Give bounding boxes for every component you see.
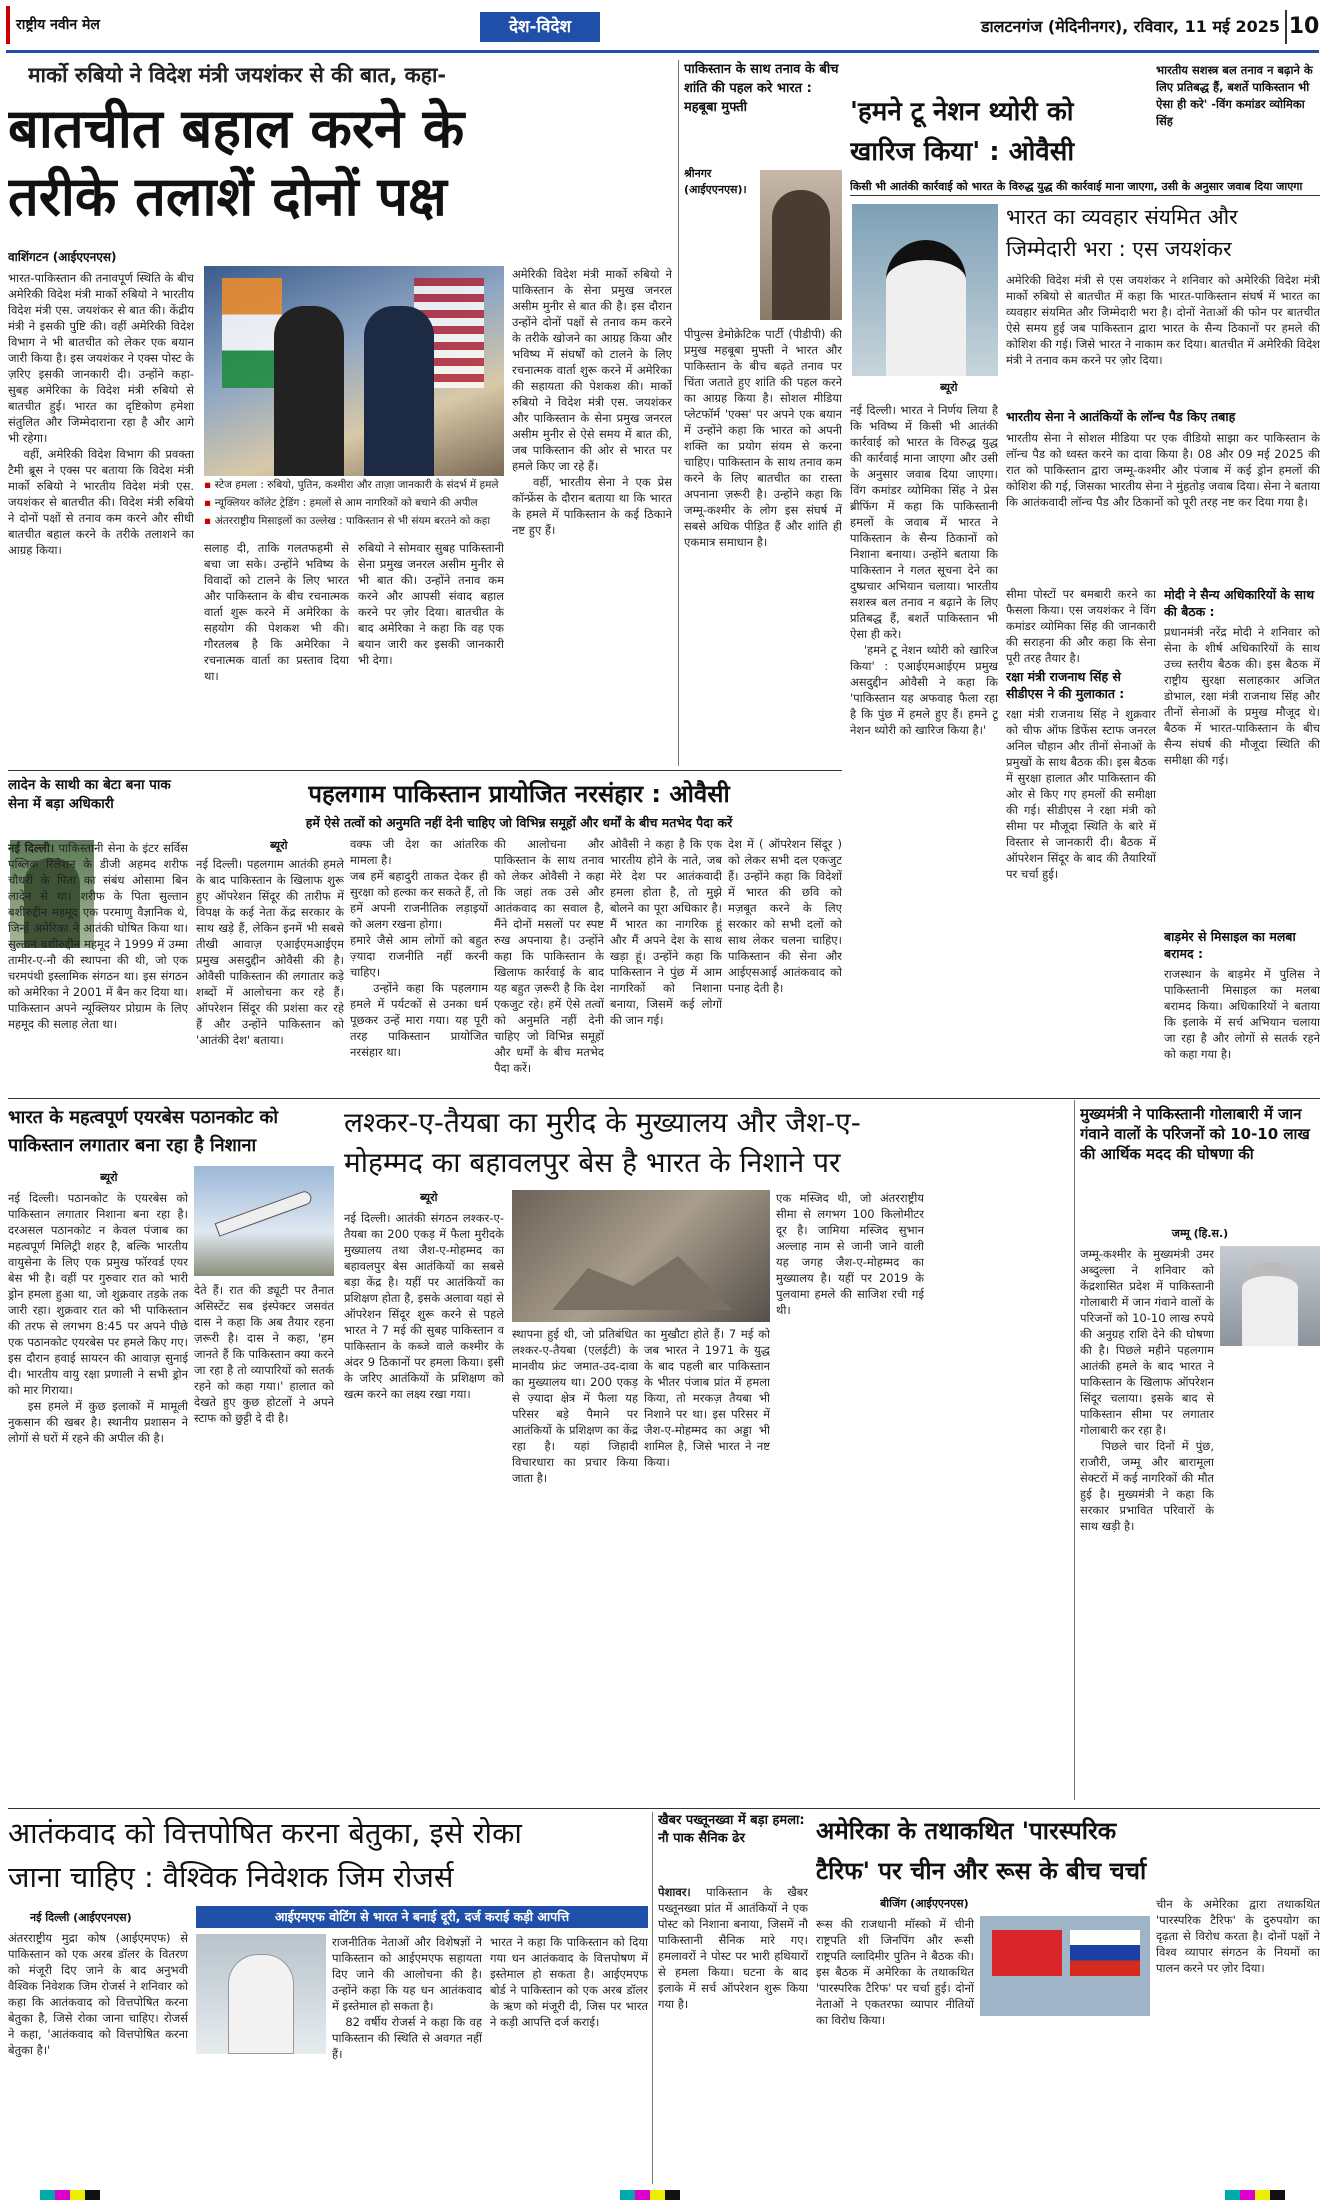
pahalgam-headline: पहलगाम पाकिस्तान प्रायोजित नरसंहार : ओवैसी: [308, 780, 730, 808]
jaishankar-headline-1: भारत का व्यवहार संयमित और: [1006, 205, 1238, 229]
omar-headline: मुख्यमंत्री ने पाकिस्तानी गोलाबारी में जान गंवाने वालों के परिजनों को 10-10 लाख की आर्थिक मदद की घोषणा की: [1080, 1105, 1310, 1163]
rogers-headline-1: आतंकवाद को वित्तपोषित करना बेतुका, इसे रोका: [8, 1816, 522, 1850]
registration-bar: [1225, 2190, 1285, 2200]
section-rule: [8, 1098, 1320, 1099]
khyber-text: पेशावर। पाकिस्तान के खैबर पख्तूनख्वा प्रांत में आतंकियों ने एक पोस्ट को निशाना बनाया, जिसमें नौ पाकिस्तानी सैनिक मारे गए। हमलावरों ने पोस्ट पर भारी हथियारों से हमला किया। घटना के बाद इलाके में सर्च ऑपरेशन शुरू किया गया है।: [658, 1885, 808, 2011]
omar-dateline: जम्मू (हि.स.): [1171, 1227, 1229, 1240]
pahalgam-credit: ब्यूरो: [270, 839, 288, 852]
lashkar-col2: देते हैं। रात की ड्यूटी पर तैनात असिस्टेंट सब इंस्पेक्टर जसवंत दास ने कहा कि अब तैयार रहना ज़रूरी है। दास ने कहा, 'हम जानते हैं कि पाकिस्तान क्या करने जा रहा है तो व्यापारियों को सतर्क रहने को कहा गया।' हालात को देखते हुए कुछ होटलों ने अपने स्टाफ को छुट्टी दे दी है।: [194, 1283, 334, 1425]
tariff-headline-2: टैरिफ' पर चीन और रूस के बीच चर्चा: [816, 1857, 1147, 1885]
jaishankar-text: अमेरिकी विदेश मंत्री से एस जयशंकर ने शनिवार को अमेरिकी विदेश मंत्री मार्को रुबियो से बातचीत में कहा कि भारत-पाकिस्तान संघर्ष में भारत का व्यवहार संयमित और जिम्मेदारी भरा है। दोनों नेताओं की फोन पर बातचीत ऐसे समय हुई जब पाकिस्तान द्वारा भारत के सैन्य ठिकानों पर हमले की कोशिश की गई। जिसे भारत ने नाकाम कर दिया। बातचीत में अमेरिकी विदेश मंत्री ने तनाव कम करने पर ज़ोर दिया।: [1006, 273, 1320, 367]
rogers-col2: राजनीतिक नेताओं और विशेषज्ञों ने पाकिस्तान को आईएमएफ सहायता दिए जाने की आलोचना की है। उन्होंने कहा कि यह धन आतंकवाद में इस्तेमाल हो सकता है। 82 वर्षीय रोजर्स ने कहा कि वह पाकिस्तान की स्थिति से अवगत नहीं हैं।: [332, 1935, 482, 2061]
khyber-kicker: खैबर पख्तूनख्वा में बड़ा हमला: नौ पाक सैनिक ढेर: [658, 1813, 805, 1846]
photo-mehbooba: [760, 170, 842, 320]
section-rule: [8, 1808, 1320, 1809]
flag-india-icon: [222, 278, 282, 388]
jaishankar-headline-2: जिम्मेदारी भरा : एस जयशंकर: [1006, 237, 1232, 261]
rogers-headline-2: जाना चाहिए : वैश्विक निवेशक जिम रोजर्स: [8, 1860, 454, 1894]
pahalgam-col5: देश में ( ऑपरेशन सिंदूर ) को लेकर सभी दल एकजुट हैं। उन्होंने कहा कि विदेशों में भारत की छवि को मज़बूत करने के लिए सरकार को सभी दलों को साथ लेकर चलना चाहिए। पाकिस्तान की सेना और आईएसआई आतंकवाद को पनाह देती है।: [728, 837, 842, 995]
rogers-sub: आईएमएफ वोटिंग से भारत ने बनाई दूरी, दर्ज कराई कड़ी आपत्ति: [274, 1909, 570, 1924]
registration-bar: [40, 2190, 100, 2200]
lashkar-col5: एक मस्जिद थी, जो अंतरराष्ट्रीय सीमा से लगभग 100 किलोमीटर दूर है। जामिया मस्जिद सुभान अल्लाह नाम से जानी जाने वाली यह जगह जैश-ए-मोहम्मद का मुख्यालय है। यहीं पर 2019 के पुलवामा हमले की साजिश रची गई थी।: [776, 1191, 924, 1317]
modi-sub: मोदी ने सैन्य अधिकारियों के साथ की बैठक :: [1164, 587, 1315, 619]
divider: [652, 1812, 653, 2184]
caption-2: ▪ न्यूक्लियर कॉलेट ट्रेडिंग : हमलों से आम नागरिकों को बचाने की अपील: [204, 497, 478, 509]
lashkar-credit: ब्यूरो: [420, 1191, 438, 1204]
owaisi-headline-1: 'हमने टू नेशन थ्योरी को: [850, 97, 1074, 127]
lashkar-headline-2: मोहम्मद का बहावलपुर बेस है भारत के निशाने पर: [344, 1146, 841, 1179]
photo-rubble: [512, 1190, 770, 1322]
missile-icon: [215, 1189, 314, 1236]
pathankot-credit: ब्यूरो: [100, 1171, 118, 1184]
pahalgam-strap: हमें ऐसे तत्वों को अनुमति नहीं देनी चाहिए जो विभिन्न समूहों और धर्मों के बीच मतभेद पैदा करें: [305, 815, 733, 830]
pathankot-text: नई दिल्ली। पठानकोट के एयरबेस को पाकिस्तान लगातार निशाना बना रहा है। दरअसल पठानकोट न केवल पंजाब का महत्वपूर्ण मिलिट्री शहर है, बल्कि भारतीय वायुसेना के लिए एक प्रमुख फॉरवर्ड एयर बेस भी है। वहीं पर गुरुवार रात को भारी ड्रोन हमला हुआ था, जो शुक्रवार तड़के तक जारी रहा। शुक्रवार रात को भी पाकिस्तान की तरफ से लगभग 8:45 पर अपने पीछे एक पठानकोट एयरबेस पर हमले किए गए। इस दौरान हवाई सायरन की आवाज़ सुनाई दी। भारतीय वायु रक्षा प्रणाली ने सभी ड्रोन को मार गिराया। इस हमले में कुछ इलाकों में मामूली नुकसान की खबर है। स्थानीय प्रशासन ने लोगों से घरों में रहने की अपील की है।: [8, 1191, 188, 1445]
main-col4: रुबियो ने सोमवार सुबह पाकिस्तानी सेना प्रमुख जनरल असीम मुनीर से भी बात की। उन्होंने तनाव कम करने और आपसी संवाद बहाल करने पर ज़ोर दिया। बातचीत के बाद अमेरिका ने कहा कि वह एक बयान जारी कर इसकी जानकारी भी देगा।: [358, 541, 504, 667]
section-title: देश-विदेश: [508, 17, 572, 37]
rogers-text: अंतरराष्ट्रीय मुद्रा कोष (आईएमएफ) से पाकिस्तान को एक अरब डॉलर के वितरण को मंजूरी दिए जाने के बाद अनुभवी वैश्विक निवेशक जिम रोजर्स ने शनिवार को कहा कि आतंकवाद को वित्तपोषित करना बेतुका है, जिसे रोका जाना चाहिए। रोजर्स ने कहा, 'आतंकवाद को वित्तपोषित करना बेतुका है।': [8, 1931, 188, 2057]
caption-3: ▪ अंतरराष्ट्रीय मिसाइलों का उल्लेख : पाकिस्तान से भी संयम बरतने को कहा: [204, 515, 491, 527]
rajnath-text: रक्षा मंत्री राजनाथ सिंह ने शुक्रवार को चीफ ऑफ डिफेंस स्टाफ जनरल अनिल चौहान और तीनों सेनाओं के प्रमुखों के साथ बैठक की। इस बैठक में सुरक्षा हालात और पाकिस्तान की ओर से किए गए हमलों की समीक्षा की गई। सीडीएस ने रक्षा मंत्री को सीमा पर मौजूदा स्थिति के बारे में विस्तार से जानकारी दी। बैठक में ऑपरेशन सिंदूर के बाद की तैयारियों पर चर्चा हुई।: [1006, 707, 1156, 881]
photo-jim-rogers: [196, 1934, 326, 2054]
flag-russia-icon: [1070, 1930, 1140, 1976]
pahalgam-col3: की आलोचना और पाकिस्तान के साथ तनाव को लेकर ओवैसी ने कहा कि जहां तक उसे और आतंकवाद का सवाल है, मैंने दोनों मसलों पर स्पष्ट रुख अपनाया है। उन्होंने कहा कि पाकिस्तान के खिलाफ कार्रवाई के बाद यह बहुत ज़रूरी है कि देश एकजुट रहे। हमें ऐसे तत्वों को अनुमति नहीं देनी चाहिए जो विभिन्न समूहों और धर्मों के बीच मतभेद पैदा करें।: [494, 837, 604, 1075]
divider: [678, 60, 679, 766]
registration-bar: [620, 2190, 680, 2200]
person: [228, 1954, 294, 2054]
main-col3: सलाह दी, ताकि गलतफहमी से बचा जा सके। उन्होंने भविष्य के विवादों को टालने के लिए भारत और पाकिस्तान के बीच रचनात्मक वार्ता शुरू करने में अमेरिका के सहयोग की पेशकश भी की। गौरतलब है कि अमेरिका ने रचनात्मक वार्ता का प्रस्ताव दिया था।: [204, 541, 349, 683]
laden-text: नई दिल्ली। पाकिस्तानी सेना के इंटर सर्विस पब्लिक रिलेशन के डीजी अहमद शरीफ चौधरी के पिता का संबंध ओसामा बिन लादेन से था। शरीफ के पिता सुल्तान बशीरुद्दीन महमूद एक परमाणु वैज्ञानिक थे, जिन्हें अमेरिका ने आतंकी घोषित किया था। सुल्तान बशीरुद्दीन महमूद ने 1999 में उम्मा तामीर-ए-नौ की स्थापना की थी, जो एक चरमपंथी इस्लामिक संगठन था। इस संगठन को अमेरिका ने 2001 में बैन कर दिया था। पाकिस्तान अपने न्यूक्लियर प्रोग्राम के लिए महमूद की सलाह लेता था।: [8, 841, 188, 1031]
rubble: [552, 1250, 732, 1310]
rajnath-sub: रक्षा मंत्री राजनाथ सिंह से सीडीएस ने की मुलाकात :: [1006, 669, 1125, 701]
rajnath-col1: सीमा पोस्टों पर बमबारी करने का फैसला किया। एस जयशंकर ने विंग कमांडर व्योमिका सिंह की जानकारी की सराहना की और कहा कि सेना पूरी तरह तैयार है।: [1006, 587, 1156, 665]
color-registration: [40, 2190, 1285, 2200]
modi-sub2: बाड़मेर से मिसाइल का मलबा बरामद :: [1164, 929, 1296, 961]
flag-china-icon: [992, 1930, 1062, 1976]
owaisi-headline-2: खारिज किया' : ओवैसी: [850, 137, 1075, 167]
mehbooba-text: पीपुल्स डेमोक्रेटिक पार्टी (पीडीपी) की प्रमुख महबूबा मुफ्ती ने भारत और पाकिस्तान के बीच बढ़ते तनाव पर चिंता जताते हुए शांति की पहल करने का आग्रह किया है। सोशल मीडिया प्लेटफॉर्म 'एक्स' पर अपने एक बयान में उन्होंने कहा कि भारत को अपनी शक्ति का प्रयोग संयम से करना चाहिए। पाकिस्तान के साथ तनाव कम करने के लिए बातचीत का रास्ता अपनाना ज़रूरी है। उन्होंने कहा कि जम्मू-कश्मीर के लोग इस संघर्ष में सबसे अधिक पीड़ित हैं और शांति ही एकमात्र समाधान है।: [684, 327, 842, 549]
lashkar-col6: [930, 1190, 1070, 1800]
main-col5: अमेरिकी विदेश मंत्री मार्को रुबियो ने पाकिस्तान के सेना प्रमुख जनरल असीम मुनीर से बात की है। इस दौरान उन्होंने दोनों पक्षों से तनाव कम करने के तरीके खोजने का आग्रह किया और भविष्य में संघर्षों को टालने के लिए रचनात्मक वार्ता शुरू करने में अमेरिका की सहायता की पेशकश की। मार्को रुबियो ने विदेश मंत्री एस. जयशंकर और पाकिस्तान के सेना प्रमुख जनरल असीम मुनीर से ऐसे समय में बात की, जब पाकिस्तान की ओर से भारत पर हमले किए जा रहे हैं। वहीं, भारतीय सेना ने एक प्रेस कॉन्फ्रेंस के दौरान बताया था कि भारत के हमले में पाकिस्तान के कई ठिकाने नष्ट हुए हैं।: [512, 267, 672, 537]
main-headline-1: बातचीत बहाल करने के: [8, 97, 465, 160]
masthead-logo: राष्ट्रीय नवीन मेल: [6, 6, 126, 44]
section-tab: [480, 12, 600, 42]
modi-text2: राजस्थान के बाड़मेर में पुलिस ने पाकिस्तानी मिसाइल का मलबा बरामद किया। अधिकारियों ने बताया कि इलाके में सर्च अभियान चलाया जा रहा है और लोगों से सतर्क रहने को कहा गया है।: [1164, 967, 1320, 1061]
tariff-dateline: बीजिंग (आईएएनएस): [880, 1897, 969, 1910]
page-number: 10: [1285, 10, 1321, 44]
pahalgam-col1: नई दिल्ली। पहलगाम आतंकी हमले के बाद पाकिस्तान के खिलाफ शुरू हुए ऑपरेशन सिंदूर की तारीफ में विपक्ष के कई नेता केंद्र सरकार के साथ खड़े हैं, लेकिन इनमें भी सबसे तीखी आवाज़ एआईएमआईएम प्रमुख असदुद्दीन ओवैसी की है। ओवैसी पाकिस्तान की लगातार कड़े शब्दों में आलोचना कर रहे हैं। ऑपरेशन सिंदूर की प्रशंसा कर रहे हैं और उन्होंने पाकिस्तान को 'आतंकी देश' बताया।: [196, 857, 344, 1047]
masthead: [6, 6, 126, 46]
pahalgam-col4: ओवैसी ने कहा है कि एक भारतीय होने के नाते, जब मेरे देश पर आतंकवादी हमला होता है, तो मुझे बोलने का पूरा अधिकार है। मैं भारत का नागरिक हूं और मैं अपने देश के साथ खड़ा हूं। उन्होंने कहा कि पाकिस्तान ने पुंछ में आम नागरिकों को निशाना बनाया, जिसमें कई लोगों की जान गई।: [610, 837, 722, 1027]
person: [772, 190, 830, 320]
owaisi-subline: किसी भी आतंकी कार्रवाई को भारत के विरुद्ध युद्ध की कार्रवाई माना जाएगा, उसी के अनुसार जवाब दिया जाएगा: [850, 178, 1320, 196]
tariff-headline-1: अमेरिका के तथाकथित 'पारस्परिक: [816, 1817, 1117, 1845]
tariff-col1: रूस की राजधानी मॉस्को में चीनी राष्ट्रपति शी जिनपिंग और रूसी राष्ट्रपति व्लादिमीर पुतिन ने बैठक की। इस बैठक में अमेरिका के तथाकथित 'पारस्परिक टैरिफ' पर चर्चा हुई। दोनों नेताओं ने एकतरफा व्यापार नीतियों का विरोध किया।: [816, 1917, 974, 2027]
jaishankar-sub-text: भारतीय सेना ने सोशल मीडिया पर एक वीडियो साझा कर पाकिस्तान के लॉन्च पैड को ध्वस्त करने का दावा किया है। 08 और 09 मई 2025 की रात को पाकिस्तान द्वारा जम्मू-कश्मीर और पंजाब में कई ड्रोन हमलों की कोशिश की गई, जिसका भारतीय सेना ने मुंहतोड़ जवाब दिया। सेना ने बताया कि आतंकवादी लॉन्च पैड और ठिकानों को पूरी तरह नष्ट कर दिया गया है।: [1006, 431, 1320, 509]
mehbooba-dateline: श्रीनगर (आईएएनएस)।: [684, 167, 747, 196]
rogers-sub-bar: [196, 1906, 648, 1928]
photo-omar: [1220, 1246, 1320, 1346]
person-left: [274, 306, 344, 476]
header-rule: [6, 50, 1319, 53]
divider: [1074, 1100, 1075, 1800]
lashkar-col1: नई दिल्ली। आतंकी संगठन लश्कर-ए-तैयबा का 200 एकड़ में फैला मुरीदके मुख्यालय तथा जैश-ए-मोहम्मद का बहावलपुर बेस आतंकियों का सबसे बड़ा केंद्र है। यहीं पर आतंकियों का प्रशिक्षण होता है, इसके अलावा यहां से ऑपरेशन सिंदूर शुरू करने से पहले भारत ने 7 मई की सुबह पाकिस्तान व पाकिस्तान के कब्जे वाले कश्मीर के अंदर 9 ठिकानों पर हमला किया। इसी के जरिए आतंकियों के प्रशिक्षण को खत्म करने का लक्ष्य रखा गया।: [344, 1211, 504, 1401]
main-col1: भारत-पाकिस्तान की तनावपूर्ण स्थिति के बीच अमेरिकी विदेश मंत्री मार्को रुबियो ने भारतीय विदेश मंत्री एस. जयशंकर से बात की। केंद्रीय मंत्री ने इसकी पुष्टि की। वहीं अमेरिकी विदेश विभाग ने भी बातचीत को लेकर एक बयान जारी किया है। इस जयशंकर ने एक्स पोस्ट के ज़रिए इसकी जानकारी दी। उन्होंने कहा- सुबह अमेरिका के विदेश मंत्री रुबियो से बातचीत हुई। भारत का दृष्टिकोण हमेशा संतुलित और जिम्मेदाराना रहा है और आगे भी रहेगा। वहीं, अमेरिकी विदेश विभाग की प्रवक्ता टैमी ब्रूस ने एक्स पर बताया कि विदेश मंत्री मार्को रुबियो ने भारतीय विदेश मंत्री एस. जयशंकर से बातचीत की। विदेश मंत्री रुबियो ने दोनों पक्षों से तनाव कम करने और सीधी बातचीत बहाल करने के तरीके तलाशने का आग्रह किया।: [8, 271, 194, 557]
laden-kicker: लादेन के साथी का बेटा बना पाक सेना में बड़ा अधिकारी: [8, 777, 171, 812]
main-headline-2: तरीके तलाशें दोनों पक्ष: [8, 165, 447, 228]
section-rule: [8, 770, 842, 771]
main-dateline: वाशिंगटन (आईएएनएस): [8, 250, 117, 264]
modi-text: प्रधानमंत्री नरेंद्र मोदी ने शनिवार को सेना के शीर्ष अधिकारियों के साथ उच्च स्तरीय बैठक की। इस बैठक में राष्ट्रीय सुरक्षा सलाहकार अजित डोभाल, रक्षा मंत्री राजनाथ सिंह और तीनों सेनाओं के प्रमुख मौजूद थे। बैठक में भारत-पाकिस्तान के बीच सैन्य संघर्ष की मौजूदा स्थिति की समीक्षा की गई।: [1164, 625, 1320, 767]
photo-jaishankar-rubio: [204, 266, 504, 476]
lashkar-col4: का मुखौटा होते हैं। 7 मई को जब भारत ने 1971 के युद्ध के बाद पहली बार पाकिस्तान के भीतर पंजाब प्रांत में हमला किया, तो मरकज़ तैयबा भी निशाने पर था। इस परिसर में जैश-ए-मोहम्मद का अड्डा भी शामिल है, जिसे भारत ने नष्ट किया।: [644, 1327, 770, 1469]
owaisi-strap: भारतीय सशस्त्र बल तनाव न बढ़ाने के लिए प्रतिबद्ध हैं, बशर्ते पाकिस्तान भी ऐसा ही करे' -विंग कमांडर व्योमिका सिंह: [1156, 63, 1313, 128]
main-kicker: मार्को रुबियो ने विदेश मंत्री जयशंकर से की बात, कहा-: [28, 63, 447, 87]
pathankot-headline: भारत के महत्वपूर्ण एयरबेस पठानकोट को पाकिस्तान लगातार बना रहा है निशाना: [8, 1107, 279, 1156]
person-right: [364, 306, 434, 476]
photo-owaisi: [852, 204, 998, 376]
omar-text: जम्मू-कश्मीर के मुख्यमंत्री उमर अब्दुल्ला ने शनिवार को केंद्रशासित प्रदेश में पाकिस्तानी गोलाबारी में जान गंवाने वालों के परिजनों को 10-10 लाख रुपये की अनुग्रह राशि देने की घोषणा की है। पिछले महीने पहलगाम आतंकी हमले के बाद भारत ने पाकिस्तान के खिलाफ ऑपरेशन सिंदूर चलाया। इसके बाद से पाकिस्तान सीमा पर लगातार गोलाबारी कर रहा है। पिछले चार दिनों में पुंछ, राजौरी, जम्मू और बारामूला सेक्टरों में कई नागरिकों की मौत हुई है। मुख्यमंत्री ने कहा कि सरकार प्रभावित परिवारों के साथ खड़ी है।: [1080, 1247, 1214, 1533]
jaishankar-sub: भारतीय सेना ने आतंकियों के लॉन्च पैड किए तबाह: [1006, 409, 1236, 424]
lashkar-headline-1: लश्कर-ए-तैयबा का मुरीद के मुख्यालय और जैश-ए-: [344, 1106, 861, 1139]
photo-china-russia-flags: [980, 1916, 1150, 2016]
owaisi-text: नई दिल्ली। भारत ने निर्णय लिया है कि भविष्य में किसी भी आतंकी कार्रवाई को भारत के विरुद्ध युद्ध की कार्रवाई माना जाएगा और उसी के अनुसार जवाब दिया जाएगा। विंग कमांडर व्योमिका सिंह ने प्रेस ब्रीफिंग में कहा कि पाकिस्तानी हमलों के जवाब में भारत ने पाकिस्तान के सैन्य ठिकानों को निशाना बनाया। उन्होंने बताया कि पाकिस्तान ने गलत सूचना देने का दुष्प्रचार अभियान चलाया। भारतीय सशस्त्र बल तनाव न बढ़ाने के लिए प्रतिबद्ध हैं, बशर्ते पाकिस्तान भी ऐसा ही करे। 'हमने टू नेशन थ्योरी को खारिज किया' : एआईएमआईएम प्रमुख असदुद्दीन ओवैसी ने कहा कि 'पाकिस्तान यह अफवाह फैला रहा है कि पुंछ में हमले हुए हैं। हमने टू नेशन थ्योरी को खारिज किया है।': [850, 403, 998, 737]
rogers-col3: भारत ने कहा कि पाकिस्तान को दिया गया धन आतंकवाद के वित्तपोषण में इस्तेमाल हो सकता है। आईएमएफ बोर्ड ने पाकिस्तान को एक अरब डॉलर के ऋण को मंजूरी दी, जिस पर भारत ने कड़ी आपत्ति दर्ज कराई।: [490, 1935, 648, 2029]
person: [1242, 1262, 1298, 1346]
owaisi-credit: ब्यूरो: [940, 381, 958, 394]
tariff-col2: चीन के अमेरिका द्वारा तथाकथित 'पारस्परिक टैरिफ' के दुरुपयोग का दृढ़ता से विरोध करता है। दोनों पक्षों ने विश्व व्यापार संगठन के नियमों का पालन करने पर ज़ोर दिया।: [1156, 1897, 1320, 1975]
dateline: डालटनगंज (मेदिनीनगर), रविवार, 11 मई 2025: [980, 17, 1280, 36]
mehbooba-kicker: पाकिस्तान के साथ तनाव के बीच शांति की पहल करे भारत : महबूबा मुफ्ती: [684, 62, 839, 115]
person: [886, 240, 966, 376]
rogers-dateline: नई दिल्ली (आईएएनएस): [30, 1911, 132, 1924]
pahalgam-col2: वक्फ जी देश का आंतरिक मामला है। जब हमें बहादुरी ताकत देकर ही सुरक्षा को हल्का कर सकते हैं, तो हमें अपनी राजनीतिक लड़ाइयों को अलग रखना होगा। हमारे जैसे आम लोगों को बहुत ज़्यादा राजनीति नहीं करनी चाहिए। उन्होंने कहा कि पहलगाम हमले में पर्यटकों से उनका धर्म पूछकर उन्हें मारा गया। यह पूरी तरह पाकिस्तान प्रायोजित नरसंहार था।: [350, 837, 488, 1059]
photo-missile: [194, 1166, 334, 1276]
lashkar-col3: स्थापना हुई थी, जो प्रतिबंधित लश्कर-ए-तैयबा (एलईटी) के मानवीय फ्रंट जमात-उद-दावा का मुख्यालय था। 200 एकड़ से ज़्यादा क्षेत्र में फैला यह परिसर बड़े पैमाने पर आतंकियों के प्रशिक्षण का केंद्र रहा है। यहां जिहादी विचारधारा का प्रचार किया जाता है।: [512, 1327, 638, 1485]
caption-1: ▪ स्टेज हमला : रुबियो, पुतिन, कश्मीरा और ताज़ा जानकारी के संदर्भ में हमले: [204, 479, 499, 491]
